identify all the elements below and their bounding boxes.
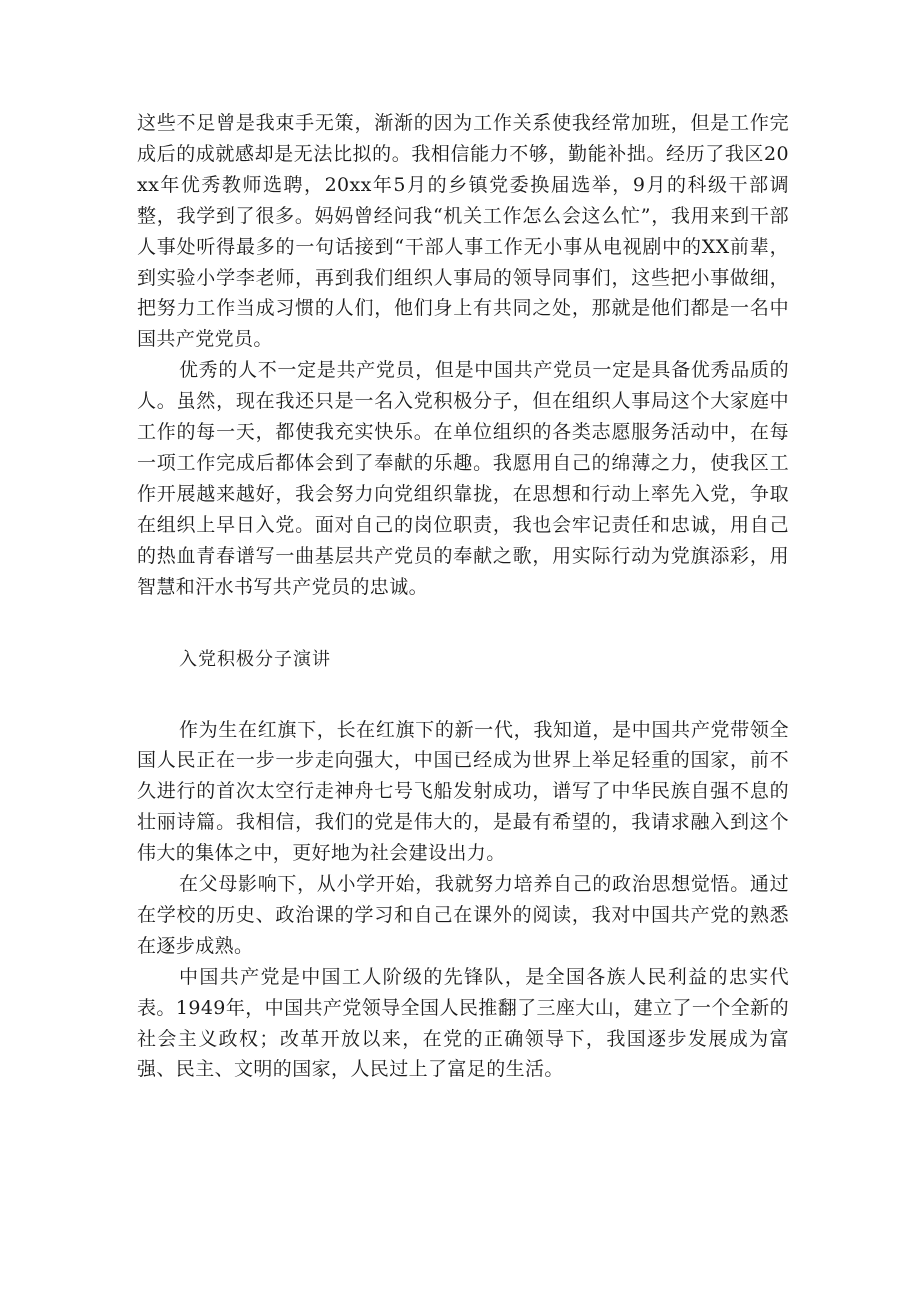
body-paragraph: 中国共产党是中国工人阶级的先锋队，是全国各族人民利益的忠实代表。1949年，中国共产党领导全国人民推翻了三座大山，建立了一个全新的社会主义政权；改革开放以来，在党的正确领导下，我国逐步发展成为富强、民主、文明的国家，人民过上了富足的生活。 xyxy=(137,965,789,1081)
body-paragraph: 优秀的人不一定是共产党员，但是中国共产党员一定是具备优秀品质的人。虽然，现在我还只是一名入党积极分子，但在组织人事局这个大家庭中工作的每一天，都使我充实快乐。在单位组织的各类志愿服务活动中，在每一项工作完成后都体会到了奉献的乐趣。我愿用自己的绵薄之力，使我区工作开展越来越好，我会努力向党组织靠拢，在思想和行动上率先入党，争取在组织上早日入党。面对自己的岗位职责，我也会牢记责任和忠诚，用自己的热血青春谱写一曲基层共产党员的奉献之歌，用实际行动为党旗添彩，用智慧和汗水书写共产党员的忠诚。 xyxy=(137,359,789,598)
section-title: 入党积极分子演讲 xyxy=(179,648,331,670)
body-paragraph: 作为生在红旗下，长在红旗下的新一代，我知道，是中国共产党带领全国人民正在一步一步走向强大，中国已经成为世界上举足轻重的国家，前不久进行的首次太空行走神舟七号飞船发射成功，谱写了中华民族自强不息的壮丽诗篇。我相信，我们的党是伟大的，是最有希望的，我请求融入到这个伟大的集体之中，更好地为社会建设出力。 xyxy=(137,718,789,865)
body-paragraph: 在父母影响下，从小学开始，我就努力培养自己的政治思想觉悟。通过在学校的历史、政治课的学习和自己在课外的阅读，我对中国共产党的熟悉在逐步成熟。 xyxy=(137,873,789,957)
document-page xyxy=(137,108,789,1085)
body-paragraph: 这些不足曾是我束手无策，渐渐的因为工作关系使我经常加班，但是工作完成后的成就感却是无法比拟的。我相信能力不够，勤能补拙。经历了我区20xx年优秀教师选聘，20xx年5月的乡镇党委换届选举，9月的科级干部调整，我学到了很多。妈妈曾经问我“机关工作怎么会这么忙”，我用来到干部人事处听得最多的一句话接到“干部人事工作无小事从电视剧中的XX前辈，到实验小学李老师，再到我们组织人事局的领导同事们，这些把小事做细，把努力工作当成习惯的人们，他们身上有共同之处，那就是他们都是一名中国共产党党员。 xyxy=(137,112,789,351)
